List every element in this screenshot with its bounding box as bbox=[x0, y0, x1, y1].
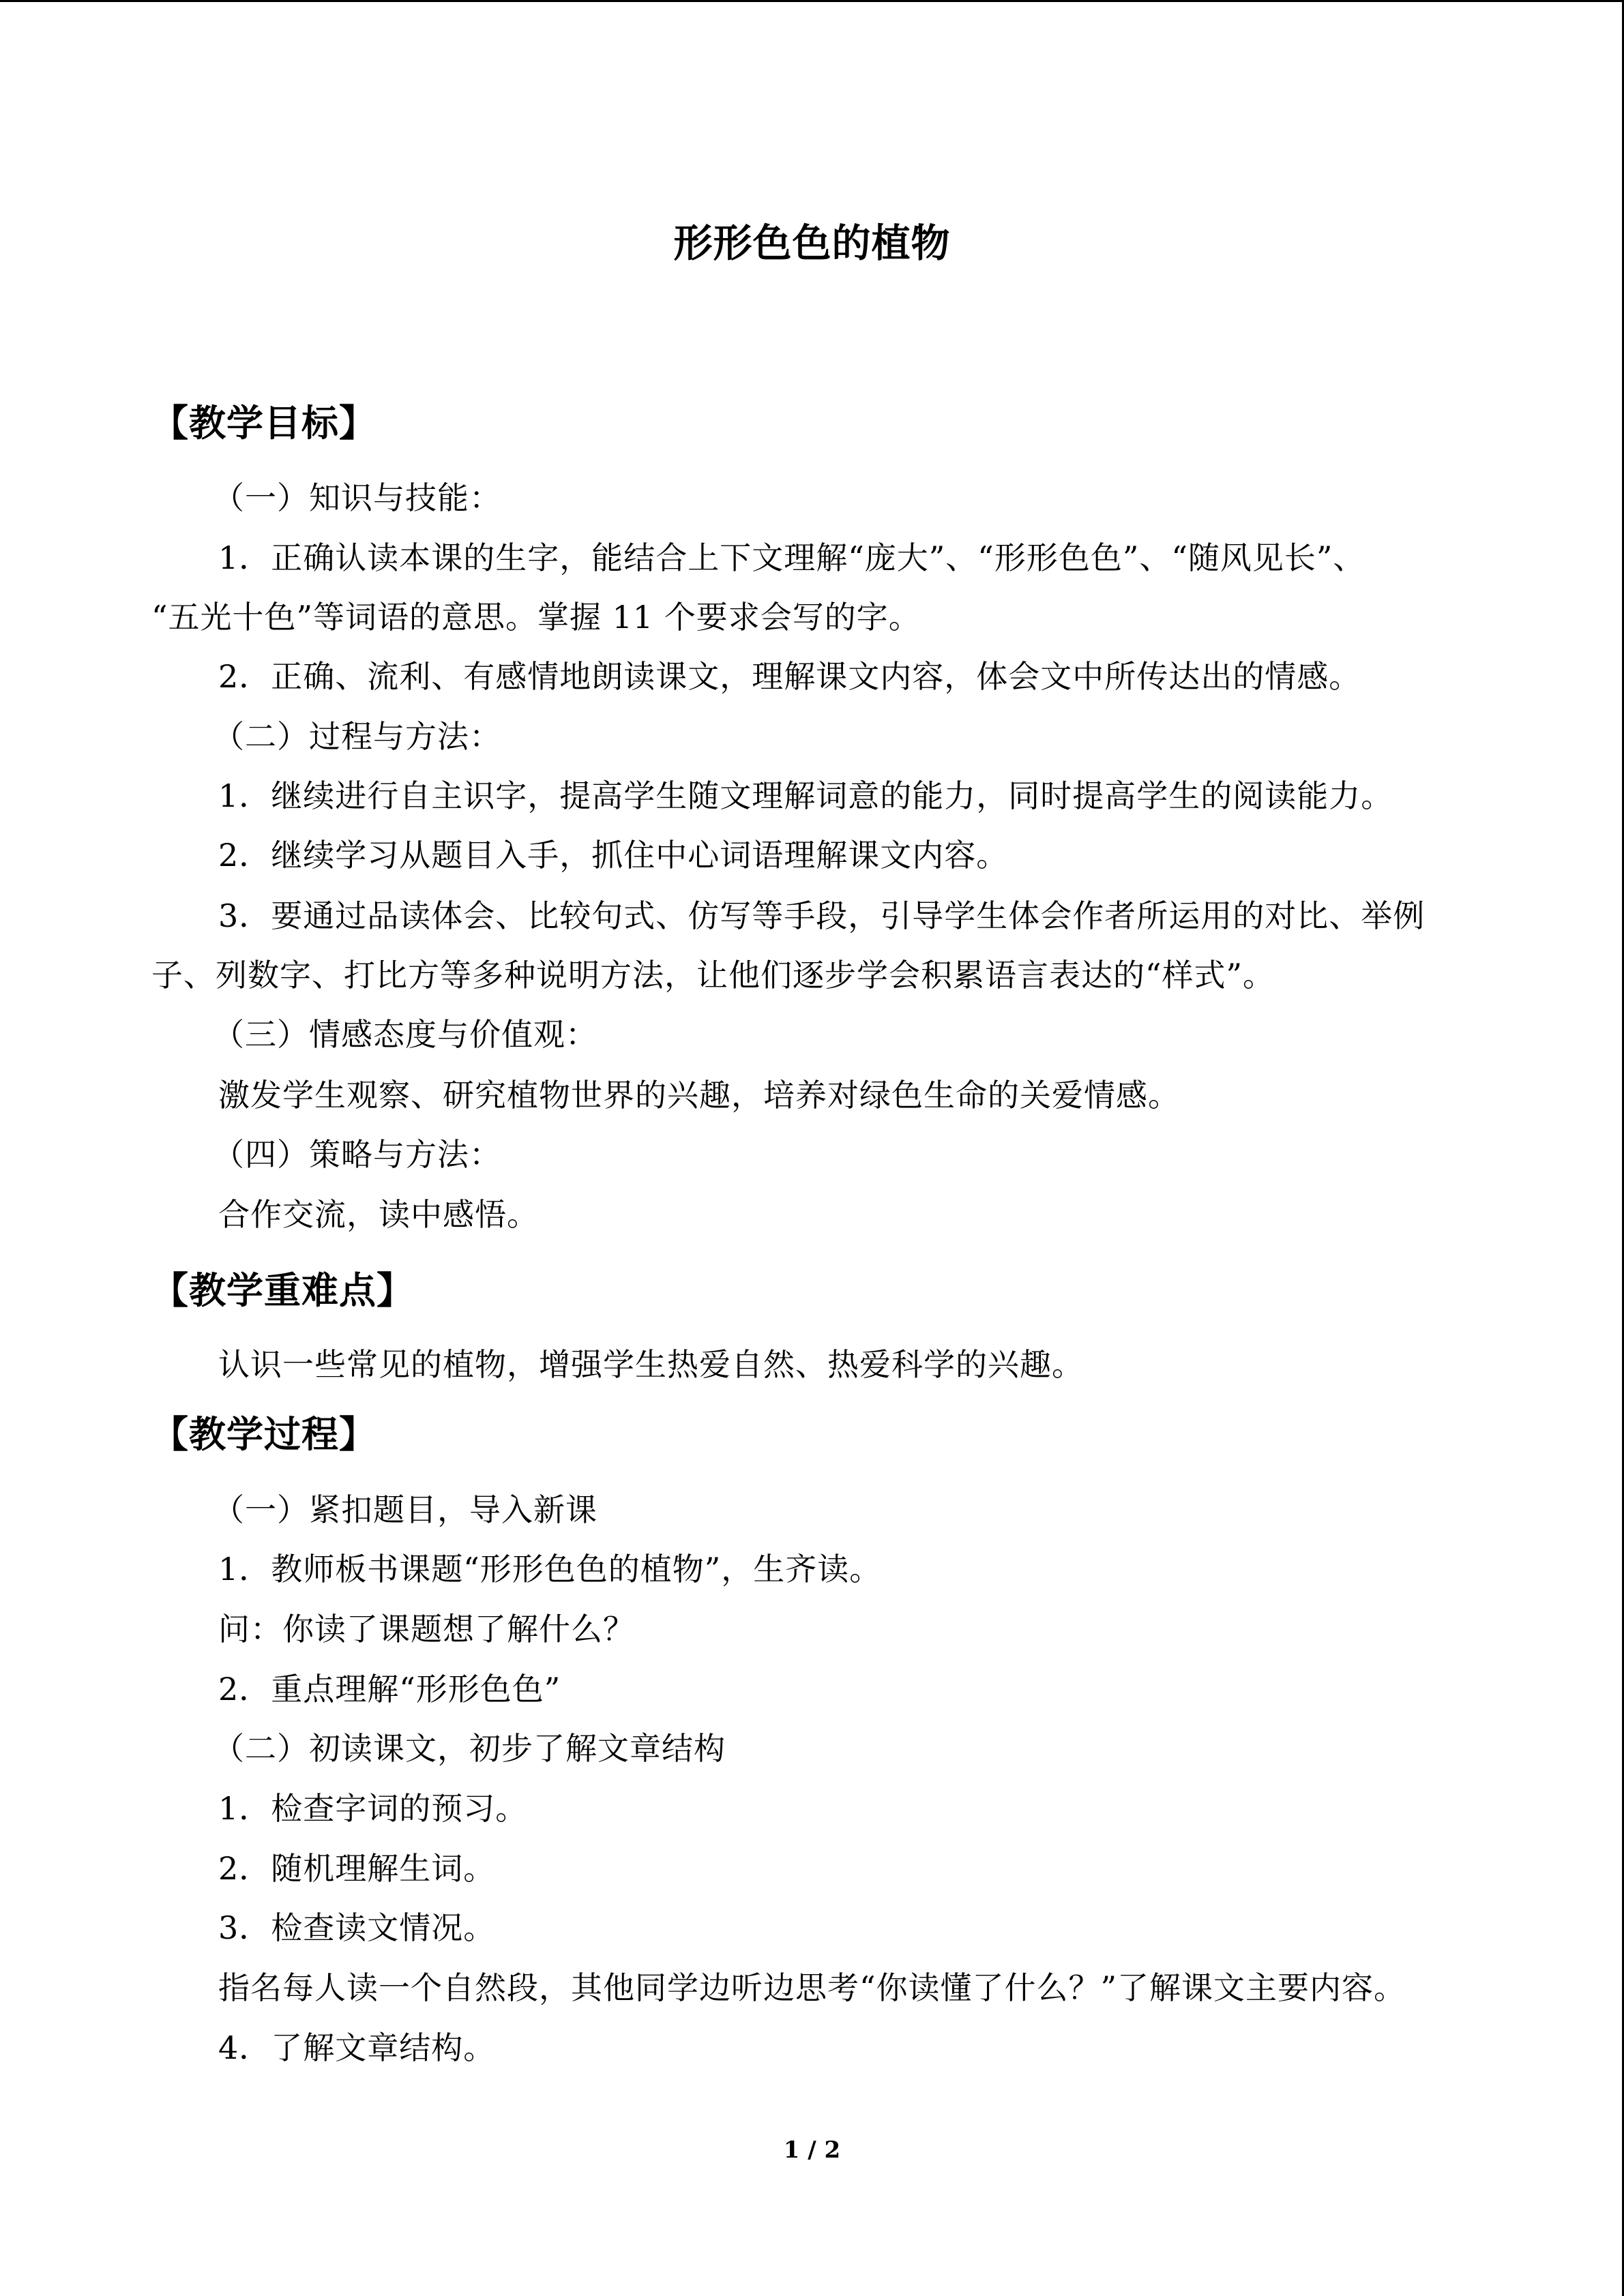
paragraph-line: 4．了解文章结构。 bbox=[218, 2029, 496, 2066]
paragraph-line: “五光十色”等词语的意思。掌握 11 个要求会写的字。 bbox=[151, 599, 921, 636]
paragraph-line: 2．重点理解“形形色色” bbox=[218, 1671, 561, 1708]
section-heading-objectives: 【教学目标】 bbox=[151, 402, 377, 445]
paragraph-line: 2．继续学习从题目入手，抓住中心词语理解课文内容。 bbox=[218, 837, 1009, 874]
document-title: 形形色色的植物 bbox=[673, 221, 951, 266]
paragraph-line: （四）策略与方法： bbox=[213, 1136, 501, 1173]
section-heading-key-points: 【教学重难点】 bbox=[151, 1269, 414, 1312]
page-number: 1 / 2 bbox=[783, 2136, 841, 2164]
paragraph-line: 3．检查读文情况。 bbox=[218, 1909, 496, 1946]
paragraph-line: 2．正确、流利、有感情地朗读课文，理解课文内容，体会文中所传达出的情感。 bbox=[218, 658, 1361, 695]
paragraph-line: 指名每人读一个自然段，其他同学边听边思考“你读懂了什么？”了解课文主要内容。 bbox=[218, 1969, 1406, 2006]
paragraph-line: （一）紧扣题目，导入新课 bbox=[213, 1491, 597, 1528]
paragraph-line: （二）初读课文，初步了解文章结构 bbox=[213, 1730, 726, 1767]
paragraph-line: （一）知识与技能： bbox=[213, 479, 501, 516]
section-heading-process: 【教学过程】 bbox=[151, 1413, 377, 1456]
paragraph-line: 1．继续进行自主识字，提高学生随文理解词意的能力，同时提高学生的阅读能力。 bbox=[218, 777, 1393, 814]
paragraph-line: 激发学生观察、研究植物世界的兴趣，培养对绿色生命的关爱情感。 bbox=[218, 1077, 1180, 1114]
paragraph-line: 3．要通过品读体会、比较句式、仿写等手段，引导学生体会作者所运用的对比、举例 bbox=[218, 897, 1426, 934]
paragraph-line: 子、列数字、打比方等多种说明方法，让他们逐步学会积累语言表达的“样式”。 bbox=[151, 957, 1275, 994]
paragraph-line: 问：你读了课题想了解什么？ bbox=[218, 1611, 635, 1648]
paragraph-line: （三）情感态度与价值观： bbox=[213, 1016, 597, 1053]
paragraph-line: 认识一些常见的植物，增强学生热爱自然、热爱科学的兴趣。 bbox=[218, 1346, 1084, 1383]
paragraph-line: 1．教师板书课题“形形色色的植物”，生齐读。 bbox=[218, 1551, 882, 1587]
paragraph-line: 1．检查字词的预习。 bbox=[218, 1790, 528, 1827]
paragraph-line: （二）过程与方法： bbox=[213, 718, 501, 755]
paragraph-line: 1．正确认读本课的生字，能结合上下文理解“庞大”、“形形色色”、“随风见长”、 bbox=[218, 539, 1365, 576]
paragraph-line: 合作交流，读中感悟。 bbox=[218, 1196, 539, 1233]
paragraph-line: 2．随机理解生词。 bbox=[218, 1850, 496, 1887]
